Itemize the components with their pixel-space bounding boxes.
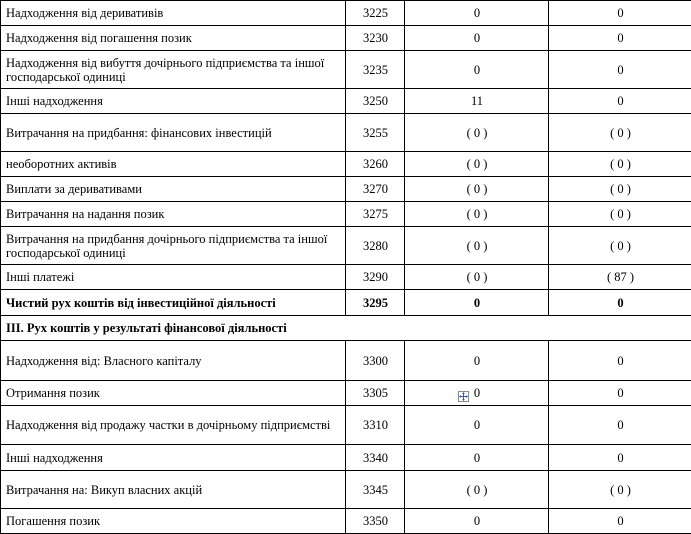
row-previous-value: 0 [549, 51, 691, 89]
row-name: Погашення позик [1, 509, 346, 534]
row-name: Надходження від: Власного капіталу [1, 341, 346, 381]
row-previous-value: ( 0 ) [549, 152, 691, 177]
row-current-value: 0 [405, 509, 549, 534]
row-name: Інші платежі [1, 265, 346, 290]
row-current-value: 11 [405, 89, 549, 114]
table-row [1, 114, 691, 152]
row-current-value: 0 [405, 381, 549, 406]
row-current-value: 0 [405, 51, 549, 89]
row-name: Виплати за деривативами [1, 177, 346, 202]
row-name: Інші надходження [1, 445, 346, 471]
row-previous-value: ( 0 ) [549, 227, 691, 265]
row-current-value: ( 0 ) [405, 265, 549, 290]
row-code: 3300 [346, 341, 405, 381]
table-row [1, 89, 691, 114]
section-header: ІІІ. Рух коштів у результаті фінансової діяльності [1, 316, 691, 341]
row-current-value: ( 0 ) [405, 202, 549, 227]
table-row [1, 1, 691, 26]
row-current-value: 0 [405, 341, 549, 381]
row-current-value: 0 [405, 26, 549, 51]
row-name: Надходження від продажу частки в дочірньому підприємстві [1, 406, 346, 445]
row-code: 3310 [346, 406, 405, 445]
row-name: Надходження від вибуття дочірнього підприємства та іншої господарської одиниці [1, 51, 346, 89]
row-name: Надходження від погашення позик [1, 26, 346, 51]
row-name: Витрачання на надання позик [1, 202, 346, 227]
row-name: Витрачання на придбання: фінансових інвестицій [1, 114, 346, 152]
row-code: 3275 [346, 202, 405, 227]
row-previous-value: ( 0 ) [549, 202, 691, 227]
row-current-value: ( 0 ) [405, 177, 549, 202]
total-row-name: Чистий рух коштів від інвестиційної діяльності [1, 290, 346, 316]
row-name: Витрачання на придбання дочірнього підприємства та іншої господарської одиниці [1, 227, 346, 265]
row-previous-value: 0 [549, 341, 691, 381]
row-code: 3225 [346, 1, 405, 26]
row-name: Витрачання на: Викуп власних акцій [1, 471, 346, 509]
row-current-value: 0 [405, 445, 549, 471]
table-row [1, 152, 691, 177]
total-row-previous-value: 0 [549, 290, 691, 316]
row-current-value: 0 [405, 1, 549, 26]
table-row [1, 445, 691, 471]
table-row [1, 177, 691, 202]
row-current-value: ( 0 ) [405, 114, 549, 152]
row-name: Отримання позик [1, 381, 346, 406]
row-code: 3260 [346, 152, 405, 177]
row-code: 3250 [346, 89, 405, 114]
row-code: 3235 [346, 51, 405, 89]
total-row-code: 3295 [346, 290, 405, 316]
total-row [1, 290, 691, 316]
row-code: 3230 [346, 26, 405, 51]
row-previous-value: 0 [549, 381, 691, 406]
table-row [1, 406, 691, 445]
table-row [1, 202, 691, 227]
row-previous-value: 0 [549, 89, 691, 114]
table-row [1, 341, 691, 381]
row-current-value: ( 0 ) [405, 152, 549, 177]
row-code: 3305 [346, 381, 405, 406]
table-row [1, 471, 691, 509]
row-code: 3255 [346, 114, 405, 152]
table-row [1, 227, 691, 265]
row-current-value: ( 0 ) [405, 227, 549, 265]
table-row [1, 509, 691, 534]
total-row-current-value: 0 [405, 290, 549, 316]
row-previous-value: 0 [549, 445, 691, 471]
row-code: 3345 [346, 471, 405, 509]
row-previous-value: 0 [549, 509, 691, 534]
row-current-value: 0 [405, 406, 549, 445]
table-row [1, 26, 691, 51]
row-previous-value: 0 [549, 406, 691, 445]
table-row [1, 51, 691, 89]
row-name: необоротних активів [1, 152, 346, 177]
row-previous-value: 0 [549, 26, 691, 51]
row-code: 3280 [346, 227, 405, 265]
row-code: 3350 [346, 509, 405, 534]
row-code: 3340 [346, 445, 405, 471]
row-current-value: ( 0 ) [405, 471, 549, 509]
section-header-row [1, 316, 691, 341]
row-name: Надходження від деривативів [1, 1, 346, 26]
row-previous-value: ( 0 ) [549, 177, 691, 202]
move-handle-icon[interactable] [458, 391, 469, 402]
row-name: Інші надходження [1, 89, 346, 114]
row-code: 3290 [346, 265, 405, 290]
row-previous-value: ( 87 ) [549, 265, 691, 290]
row-previous-value: ( 0 ) [549, 471, 691, 509]
row-previous-value: 0 [549, 1, 691, 26]
row-previous-value: ( 0 ) [549, 114, 691, 152]
table-row [1, 265, 691, 290]
table-row [1, 381, 691, 406]
row-code: 3270 [346, 177, 405, 202]
